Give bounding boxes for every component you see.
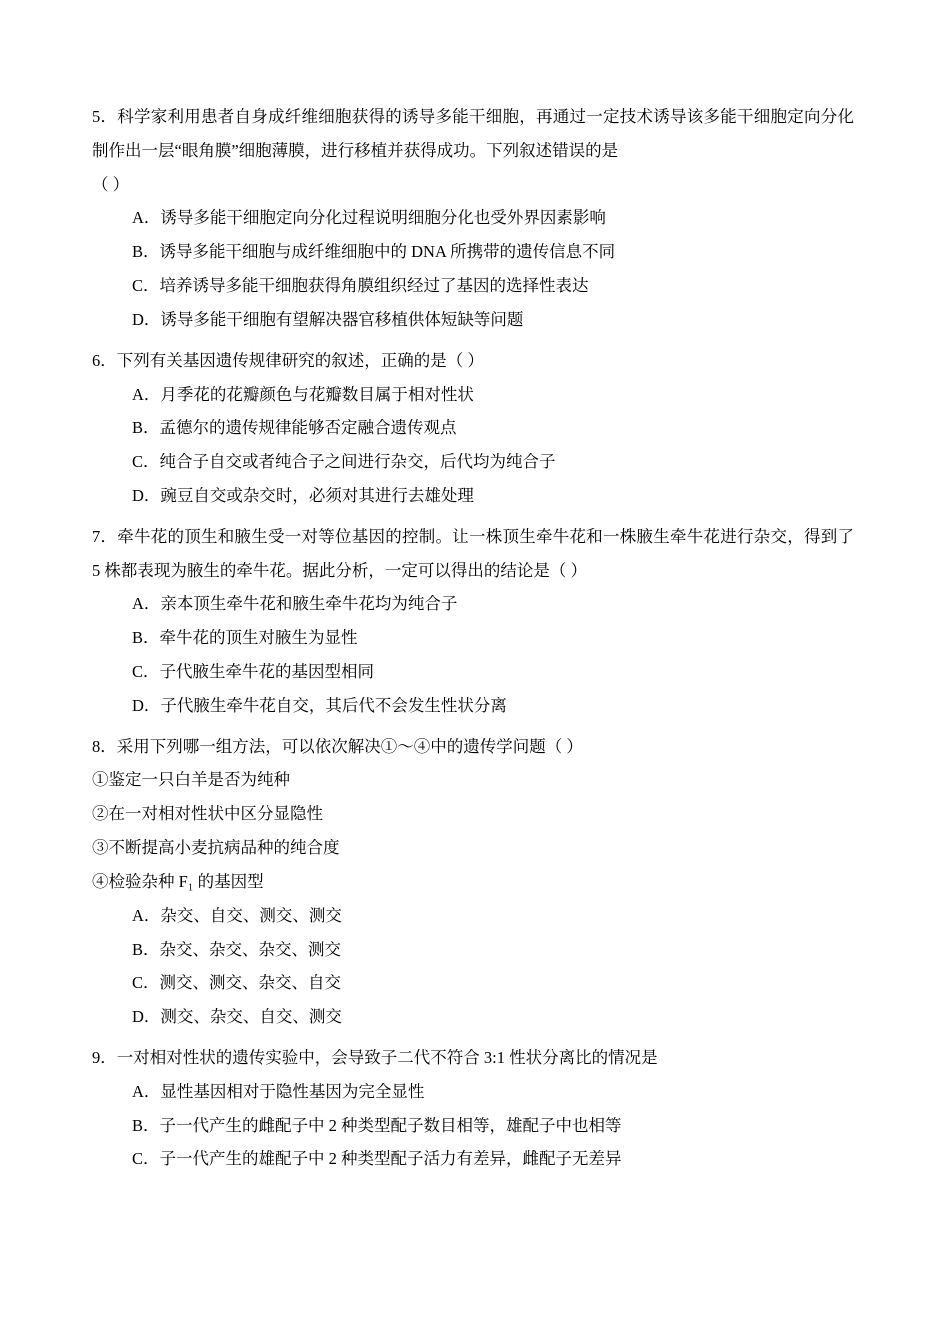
question-6-option-a: A．月季花的花瓣颜色与花瓣数目属于相对性状 xyxy=(132,384,474,404)
question-9-option-a: A．显性基因相对于隐性基因为完全显性 xyxy=(132,1081,425,1101)
question-7-stem-text: 牵牛花的顶生和腋生受一对等位基因的控制。让一株顶生牵牛花和一株腋生牵牛花进行杂交，得到了 5 株都表现为腋生的牵牛花。据此分析，一定可以得出的结论是（ ） xyxy=(92,526,854,580)
question-5-number: 5． xyxy=(92,107,118,126)
question-6 xyxy=(92,344,854,513)
question-8-subitem-2: ②在一对相对性状中区分显隐性 xyxy=(92,804,323,824)
question-8-option-b: B．杂交、杂交、杂交、测交 xyxy=(132,939,342,959)
question-9-number: 9． xyxy=(92,1047,117,1067)
question-7-option-b: B．牵牛花的顶生对腋生为显性 xyxy=(132,628,358,648)
question-7-option-c: C．子代腋生牵牛花的基因型相同 xyxy=(132,662,375,681)
question-5-stem-text: 科学家利用患者自身成纤维细胞获得的诱导多能干细胞，再通过一定技术诱导该多能干细胞定向分化制作出一层“眼角膜”细胞薄膜，进行移植并获得成功。下列叙述错误的是 xyxy=(92,107,854,160)
question-6-number: 6． xyxy=(92,350,117,370)
question-9-stem-text: 一对相对性状的遗传实验中，会导致子二代不符合 3:1 性状分离比的情况是 xyxy=(116,1047,658,1067)
question-5 xyxy=(92,100,854,337)
question-9-option-c: C．子一代产生的雄配子中 2 种类型配子活力有差异，雌配子无差异 xyxy=(132,1149,622,1169)
question-6-option-c: C．纯合子自交或者纯合子之间进行杂交，后代均为纯合子 xyxy=(132,452,556,472)
question-6-option-d: D．豌豆自交或杂交时，必须对其进行去雄处理 xyxy=(132,485,474,505)
question-9-option-b: B．子一代产生的雌配子中 2 种类型配子数目相等，雄配子中也相等 xyxy=(132,1115,622,1135)
question-5-option-d: D．诱导多能干细胞有望解决器官移植供体短缺等问题 xyxy=(132,309,524,329)
question-8-number: 8． xyxy=(92,736,117,756)
question-5-option-c: C．培养诱导多能干细胞获得角膜组织经过了基因的选择性表达 xyxy=(132,276,589,296)
question-6-option-b: B．孟德尔的遗传规律能够否定融合遗传观点 xyxy=(132,418,457,438)
question-6-stem xyxy=(92,344,854,378)
question-7-option-d: D．子代腋生牵牛花自交，其后代不会发生性状分离 xyxy=(132,695,507,715)
question-8-option-a: A．杂交、自交、测交、测交 xyxy=(132,905,342,925)
question-8-option-c: C．测交、测交、杂交、自交 xyxy=(132,973,342,993)
question-7-number: 7． xyxy=(92,526,118,546)
question-8-stem-text: 采用下列哪一组方法，可以依次解决①～④中的遗传学问题（ ） xyxy=(116,736,583,756)
question-8-subitem-1: ①鉴定一只白羊是否为纯种 xyxy=(92,770,290,790)
question-9-stem xyxy=(92,1041,854,1075)
question-5-option-b: B．诱导多能干细胞与成纤维细胞中的 DNA 所携带的遗传信息不同 xyxy=(132,242,616,262)
question-8-option-d: D．测交、杂交、自交、测交 xyxy=(132,1007,342,1027)
question-5-option-a: A．诱导多能干细胞定向分化过程说明细胞分化也受外界因素影响 xyxy=(132,208,606,228)
question-5-stem xyxy=(92,100,854,168)
question-8 xyxy=(92,730,854,1034)
question-8-subitem-4: ④检验杂种 F₁ 的基因型 xyxy=(92,871,264,891)
question-5-stem-tail: （ ） xyxy=(92,174,130,194)
question-6-stem-text: 下列有关基因遗传规律研究的叙述，正确的是（ ） xyxy=(116,350,484,370)
question-7 xyxy=(92,520,854,723)
question-8-subitem-3: ③不断提高小麦抗病品种的纯合度 xyxy=(92,838,340,858)
question-7-stem xyxy=(92,520,854,588)
question-9 xyxy=(92,1041,854,1176)
question-8-stem xyxy=(92,730,854,764)
question-7-option-a: A．亲本顶生牵牛花和腋生牵牛花均为纯合子 xyxy=(132,594,458,614)
